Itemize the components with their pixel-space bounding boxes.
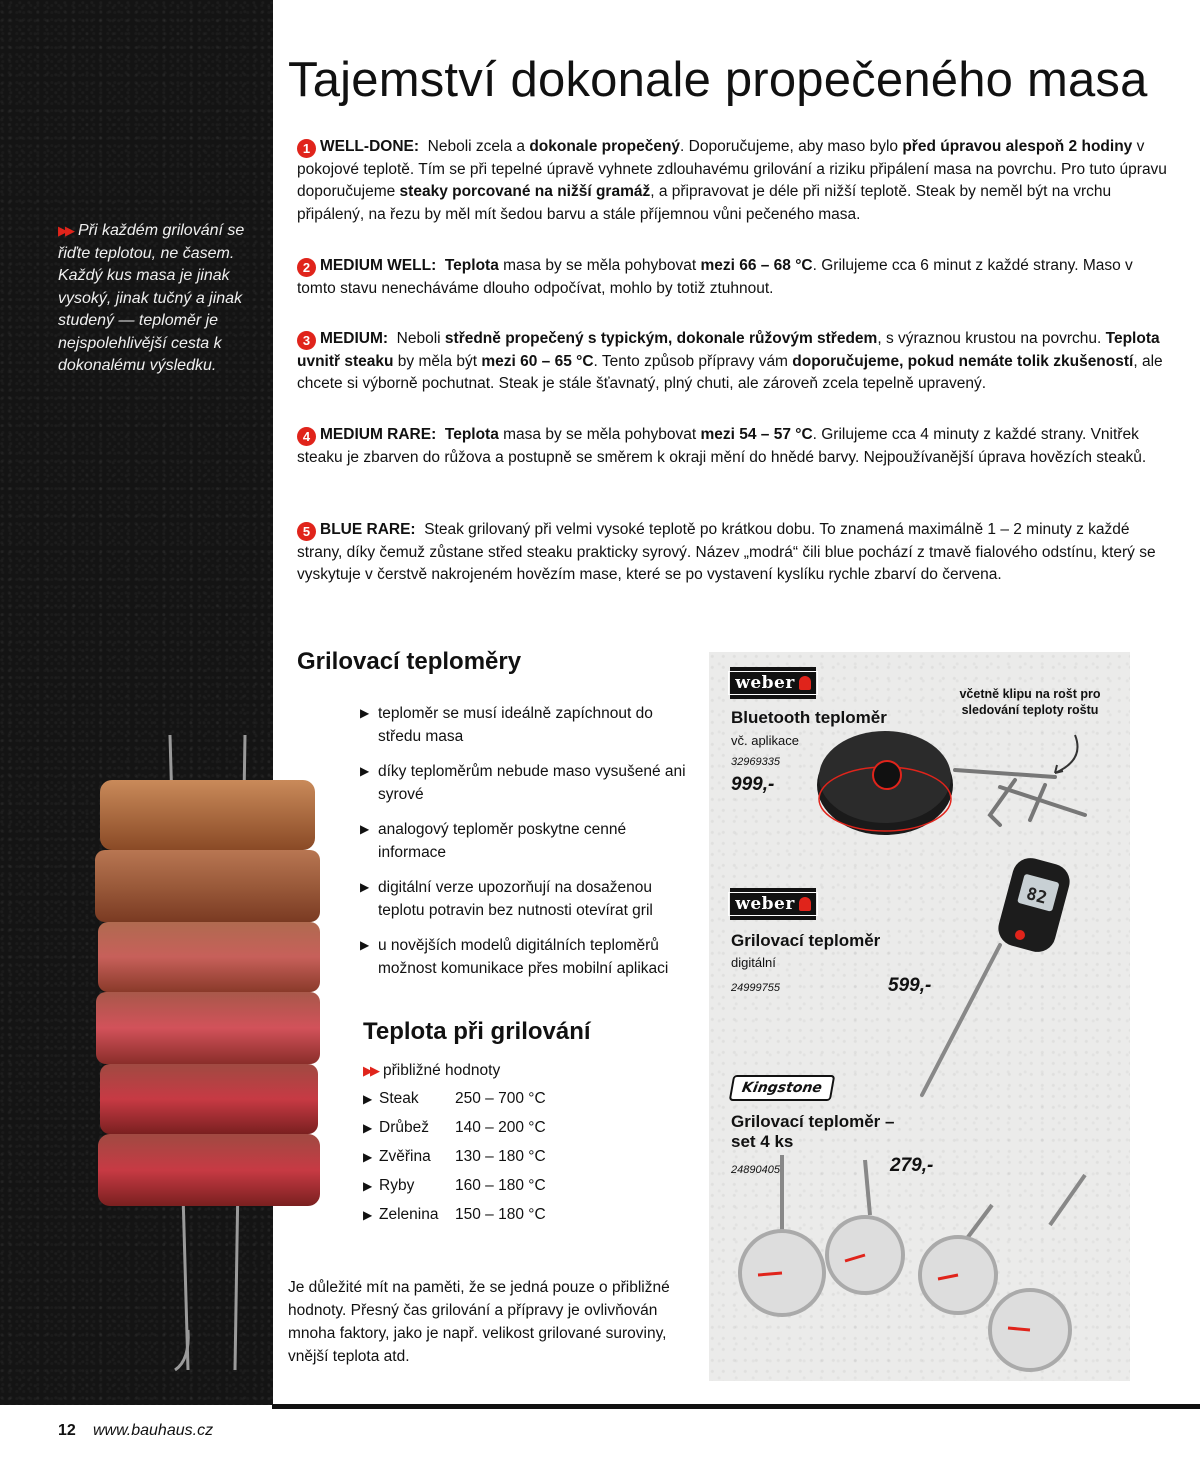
doneness-blue-rare: 5 BLUE RARE: Steak grilovaný při velmi vysoké teplotě po krátkou dobu. To znamená maximálně 1 – 2 minuty z každé strany, díky čemuž zůstane střed steaku prakticky syrový. Název „modrá“ čili blue pochází z tmavě fialového odstínu, který se vyskytuje v čerstvě nakrojeném hovězím mase, které se po vystavení kyslíku rychle zbarví do červena. [297,521,1156,583]
footer-divider [272,1404,1200,1409]
list-item: ▶ díky teploměrům nebude maso vysušené ani syrové [360,760,690,806]
steak-slice-well-done [100,780,315,850]
doneness-well-done: 1 WELL-DONE: Neboli zcela a dokonale propečený. Doporučujeme, aby maso bylo před úpravou alespoň 2 hodiny v pokojové teplotě. Tím se při tepelné úpravě vyhnete zdlouhavému grilování a riziku připálení masa na povrchu. Pro tuto úpravu doporučujeme steaky porcované na nižší gramáž, a připravovat je déle při nižší teplotě. Steak by neměl být na vrchu připálený, na řezu by měl mít šedou barvu a stále příjemnou vůni pečeného masa. [297,138,1167,223]
display-readout: 82 [1024,884,1050,909]
doneness-medium-well: 2 MEDIUM WELL: Teplota masa by se měla pohybovat mezi 66 – 68 °C. Grilujeme cca 6 minut z každé strany. Maso v tomto stavu nenecháváme dlouho odpočívat, mohlo by totiž ztuhnout. [297,257,1133,297]
triangle-bullet-icon: ▶ [360,706,370,720]
approx-note: ▶▶ přibližné hodnoty [363,1062,501,1079]
thermometers-heading: Grilovací teploměry [297,648,522,675]
steak-slice-medium-rare [96,992,320,1064]
product-price: 279,- [890,1155,934,1176]
footnote: Je důležité mít na paměti, že se jedná pouze o přibližné hodnoty. Přesný čas grilování a přípravy je ovlivňován mnoha faktory, jako je např. velikost grilované suroviny, vnější teplota atd. [288,1279,670,1365]
weber-logo: weber [730,667,816,699]
list-item: ▶ u novějších modelů digitálních teploměrů možnost komunikace přes mobilní aplikaci [360,934,690,980]
analog-dial [827,1160,903,1293]
kingstone-logo: Kingstone [729,1075,836,1101]
doneness-medium: 3 MEDIUM: Neboli středně propečený s typickým, dokonale růžovým středem, s výraznou krustou na povrchu. Teplota uvnitř steaku by měla být mezi 60 – 65 °C. Tento způsob přípravy vám doporučujeme, pokud nemáte tolik zkušeností, ale chcete si výborně pochutnat. Steak je stále šťavnatý, plný chuti, ale zároveň zcela tepelně upravený. [297,330,1163,392]
product-code: 24890405 [731,1164,780,1176]
number-badge: 2 [297,258,316,277]
grill-temps-heading: Teplota při grilování [363,1018,591,1045]
product-price: 599,- [888,975,932,996]
table-row: ▶ Steak 250 – 700 °C [363,1084,546,1113]
triangle-bullet-icon: ▶ [363,1092,373,1106]
website-link[interactable]: www.bauhaus.cz [93,1422,214,1439]
product-price: 999,- [731,774,775,795]
triangle-bullet-icon: ▶ [360,880,370,894]
product-subtitle: digitální [731,955,776,970]
triangle-bullet-icon: ▶ [363,1121,373,1135]
steak-slice-medium-well [95,850,320,922]
analog-dial [740,1155,824,1315]
product-code: 24999755 [731,982,780,994]
table-row: ▶ Drůbež 140 – 200 °C [363,1113,546,1142]
analog-dial [990,1175,1085,1370]
double-arrow-icon: ▶▶ [363,1063,377,1078]
product-name: Grilovací teploměr [731,931,881,950]
number-badge: 5 [297,522,316,541]
number-badge: 3 [297,331,316,350]
page-title: Tajemství dokonale propečeného masa [288,53,1148,107]
arrow-icon [1055,735,1078,773]
grill-temps-table [363,1058,546,1229]
list-item: ▶ teploměr se musí ideálně zapíchnout do středu masa [360,702,690,748]
clip-note: včetně klipu na rošt pro sledování teploty roštu [959,687,1101,717]
product-subtitle: vč. aplikace [731,733,799,748]
list-item: ▶ digitální verze upozorňují na dosaženou teplotu potravin bez nutnosti otevírat gril [360,876,690,922]
thermometer-tips-list [360,702,690,992]
page-number: 12 [58,1422,76,1439]
triangle-bullet-icon: ▶ [363,1208,373,1222]
kettle-icon [799,676,811,690]
steak-slice-medium [98,922,320,992]
triangle-bullet-icon: ▶ [360,938,370,952]
digital-thermometer-image [900,855,1080,1105]
steak-slice-rare [100,1064,318,1134]
triangle-bullet-icon: ▶ [363,1179,373,1193]
product-name: Grilovací teploměr – set 4 ks [731,1112,895,1151]
product-code: 32969335 [731,756,780,768]
sidebar-tip: ▶▶ Při každém grilování se řiďte teplotou, ne časem. Každý kus masa je jinak vysoký, jinak tučný a jinak studený — teploměr je nejspolehlivější cesta k dokonalému výsledku. [58,222,245,374]
analog-dial [920,1205,996,1313]
triangle-bullet-icon: ▶ [360,764,370,778]
double-arrow-icon: ▶▶ [58,223,72,238]
number-badge: 4 [297,427,316,446]
steak-slice-blue-rare [98,1134,320,1206]
table-row: ▶ Zelenina 150 – 180 °C [363,1200,546,1229]
list-item: ▶ analogový teploměr poskytne cenné informace [360,818,690,864]
table-row: ▶ Ryby 160 – 180 °C [363,1171,546,1200]
table-row: ▶ Zvěřina 130 – 180 °C [363,1142,546,1171]
weber-logo: weber [730,888,816,920]
triangle-bullet-icon: ▶ [363,1150,373,1164]
triangle-bullet-icon: ▶ [360,822,370,836]
product-name: Bluetooth teploměr [731,708,887,727]
doneness-medium-rare: 4 MEDIUM RARE: Teplota masa by se měla pohybovat mezi 54 – 57 °C. Grilujeme cca 4 minuty z každé strany. Vnitřek steaku je zbarven do růžova a postupně se směrem k okraji mění do hnědé barvy. Nejpoužívanější úprava hovězích steaků. [297,426,1147,466]
kettle-icon [799,897,811,911]
analog-thermometer-set-image [730,1155,1110,1375]
number-badge: 1 [297,139,316,158]
bluetooth-thermometer-image [815,715,1115,845]
